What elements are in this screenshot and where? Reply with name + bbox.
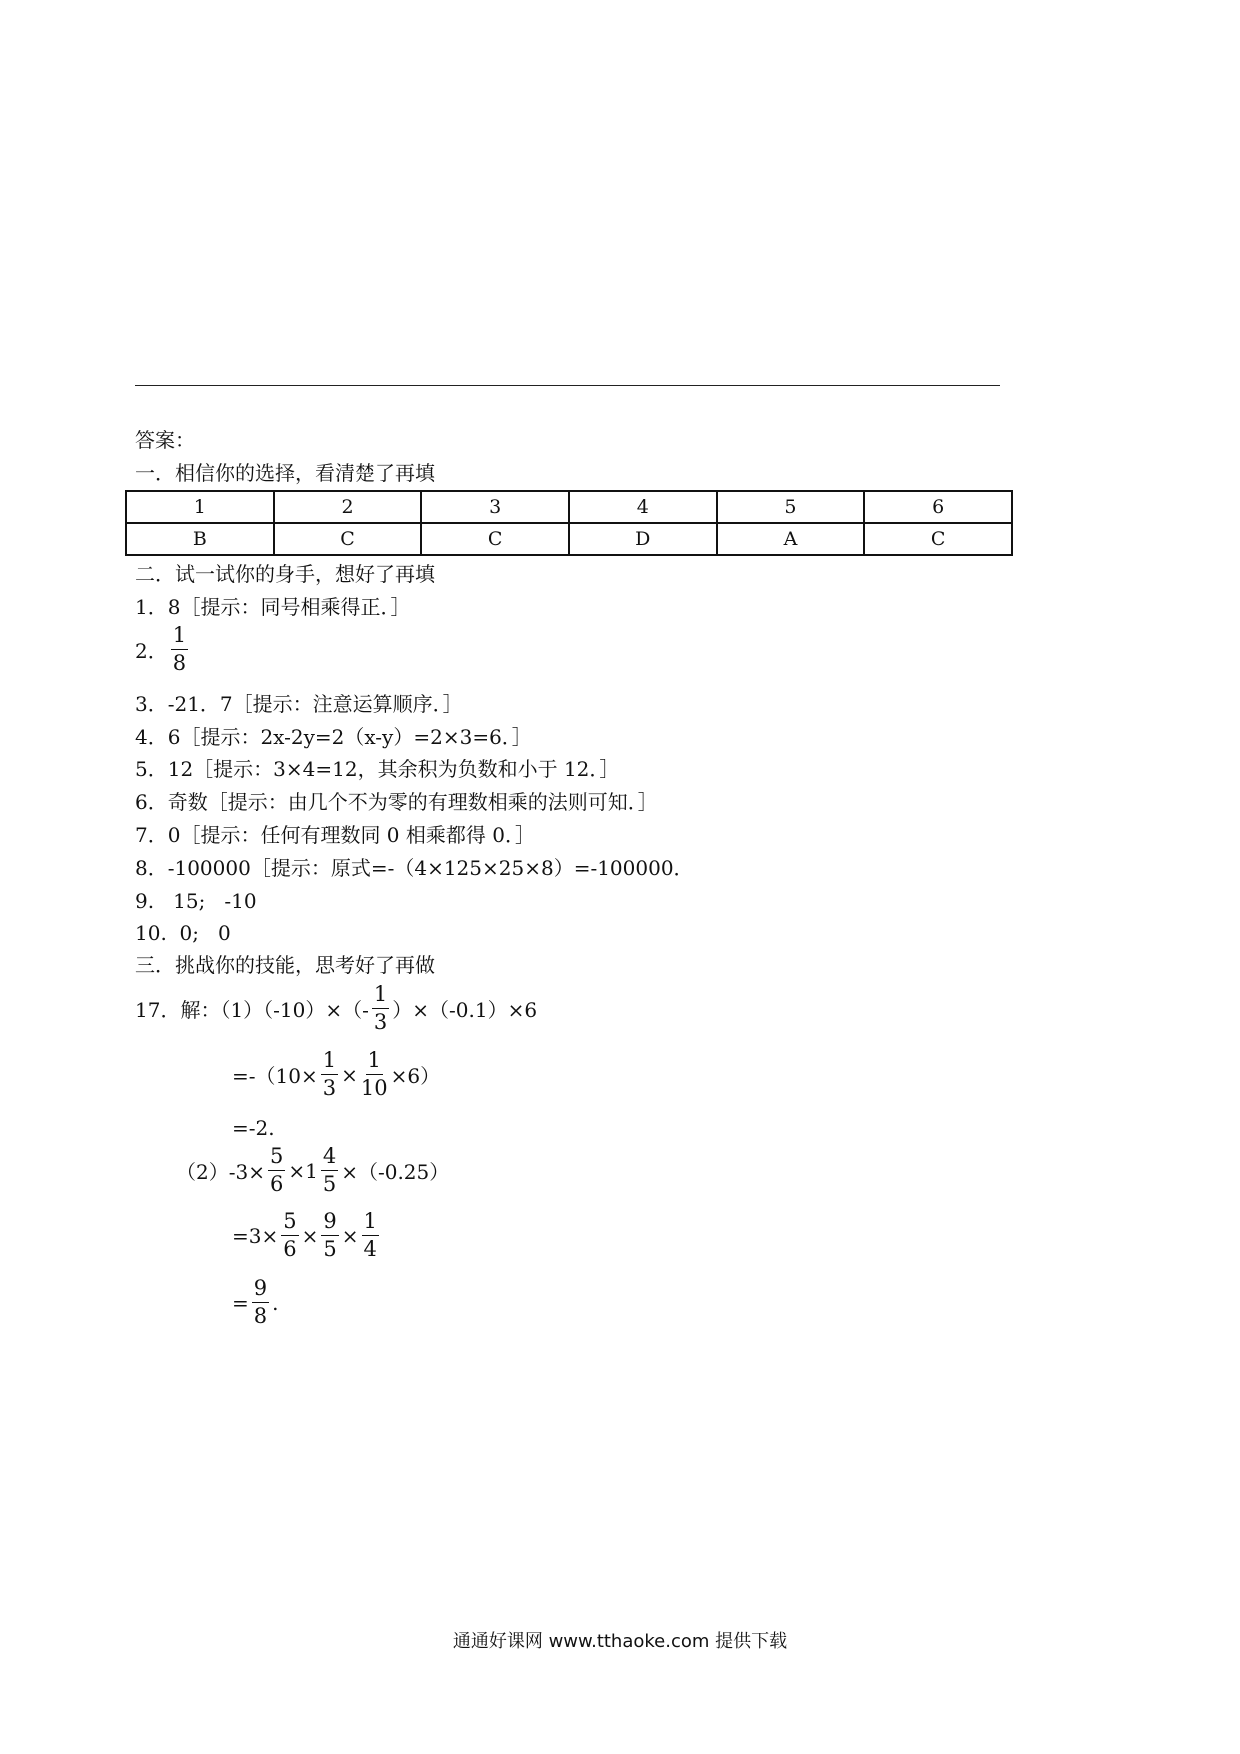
section1-title: 一．相信你的选择，看清楚了再填 xyxy=(135,461,435,485)
table-cell: 4 xyxy=(569,491,717,523)
section3-title: 三．挑战你的技能，思考好了再做 xyxy=(135,953,435,977)
denominator: 8 xyxy=(172,651,187,675)
numerator: 9 xyxy=(252,1278,269,1303)
answer-item-6: 6．奇数［提示：由几个不为零的有理数相乘的法则可知．］ xyxy=(135,790,658,814)
fraction xyxy=(372,984,389,1033)
expr-text: = xyxy=(232,1290,249,1315)
q17-line-1 xyxy=(135,984,537,1033)
denominator: 3 xyxy=(322,1076,337,1100)
answer-table xyxy=(125,490,1013,556)
table-cell: 5 xyxy=(717,491,865,523)
table-cell: 6 xyxy=(864,491,1012,523)
numerator: 1 xyxy=(321,1050,338,1075)
page-footer: 通通好课网 www.tthaoke.com 提供下载 xyxy=(452,1631,788,1652)
expr-text: =3× xyxy=(232,1223,279,1248)
fraction xyxy=(321,1050,338,1099)
table-cell: B xyxy=(126,523,274,555)
numerator: 1 xyxy=(362,1211,379,1236)
table-answer-row xyxy=(126,523,1012,555)
expr-text: × xyxy=(341,1062,358,1087)
fraction xyxy=(321,1211,338,1260)
fraction xyxy=(361,1050,388,1099)
denominator: 8 xyxy=(253,1304,268,1328)
table-cell: 2 xyxy=(274,491,422,523)
answer-item-9: 9. 15; -10 xyxy=(135,889,257,913)
fraction xyxy=(321,1146,338,1195)
numerator: 1 xyxy=(171,625,188,650)
answer-item-5: 5．12［提示：3×4=12，其余积为负数和小于 12．］ xyxy=(135,757,620,781)
numerator: 5 xyxy=(281,1211,298,1236)
answer-item-10: 10. 0; 0 xyxy=(135,921,231,945)
numerator: 5 xyxy=(268,1146,285,1171)
expr-text: （2）-3× xyxy=(176,1160,265,1184)
section2-title: 二．试一试你的身手，想好了再填 xyxy=(135,562,435,586)
table-header-row xyxy=(126,491,1012,523)
table-cell: D xyxy=(569,523,717,555)
expr-text: ×1 xyxy=(288,1158,318,1183)
q17-line-2 xyxy=(232,1050,440,1099)
q17-part2-line-1 xyxy=(176,1146,449,1195)
table-cell: C xyxy=(274,523,422,555)
table-cell: 1 xyxy=(126,491,274,523)
table-cell: C xyxy=(864,523,1012,555)
fraction xyxy=(268,1146,285,1195)
fraction xyxy=(171,625,188,674)
numerator: 4 xyxy=(321,1146,338,1171)
expr-text: ）×（-0.1）×6 xyxy=(392,998,538,1022)
expr-text: ×（-0.25） xyxy=(341,1160,450,1184)
numerator: 1 xyxy=(366,1050,383,1075)
denominator: 3 xyxy=(373,1010,388,1034)
denominator: 10 xyxy=(360,1076,388,1100)
answer-item-8: 8．-100000［提示：原式=-（4×125×25×8）=-100000． xyxy=(135,856,694,880)
answer-title: 答案： xyxy=(135,428,195,452)
answer-item-1: 1．8［提示：同号相乘得正．］ xyxy=(135,595,411,619)
item-2-prefix: 2． xyxy=(135,639,168,663)
answer-item-3: 3．-21．7［提示：注意运算顺序．］ xyxy=(135,692,463,716)
denominator: 5 xyxy=(323,1237,337,1261)
expr-text: × xyxy=(301,1223,319,1248)
q17-part2-line-2 xyxy=(232,1211,382,1260)
table-cell: C xyxy=(421,523,569,555)
answer-item-2 xyxy=(135,625,191,674)
table-cell: A xyxy=(717,523,865,555)
denominator: 6 xyxy=(283,1237,297,1261)
answer-item-4: 4．6［提示：2x-2y=2（x-y）=2×3=6．］ xyxy=(135,725,532,749)
denominator: 4 xyxy=(363,1237,377,1261)
table-cell: 3 xyxy=(421,491,569,523)
expr-text: =-（10× xyxy=(232,1064,318,1088)
expr-text: × xyxy=(341,1223,359,1248)
denominator: 6 xyxy=(269,1172,284,1196)
separator-line xyxy=(135,385,1000,386)
denominator: 5 xyxy=(322,1172,337,1196)
q17-line-3: =-2. xyxy=(232,1116,275,1140)
fraction xyxy=(281,1211,298,1260)
fraction xyxy=(362,1211,379,1260)
numerator: 1 xyxy=(372,984,389,1009)
expr-text: 17．解：（1）（-10）×（- xyxy=(135,998,369,1022)
numerator: 9 xyxy=(321,1211,338,1236)
expr-text: . xyxy=(272,1290,279,1315)
answer-item-7: 7．0［提示：任何有理数同 0 相乘都得 0．］ xyxy=(135,823,535,847)
fraction xyxy=(252,1278,269,1327)
expr-text: ×6） xyxy=(390,1064,441,1088)
q17-part2-line-3 xyxy=(232,1278,279,1327)
